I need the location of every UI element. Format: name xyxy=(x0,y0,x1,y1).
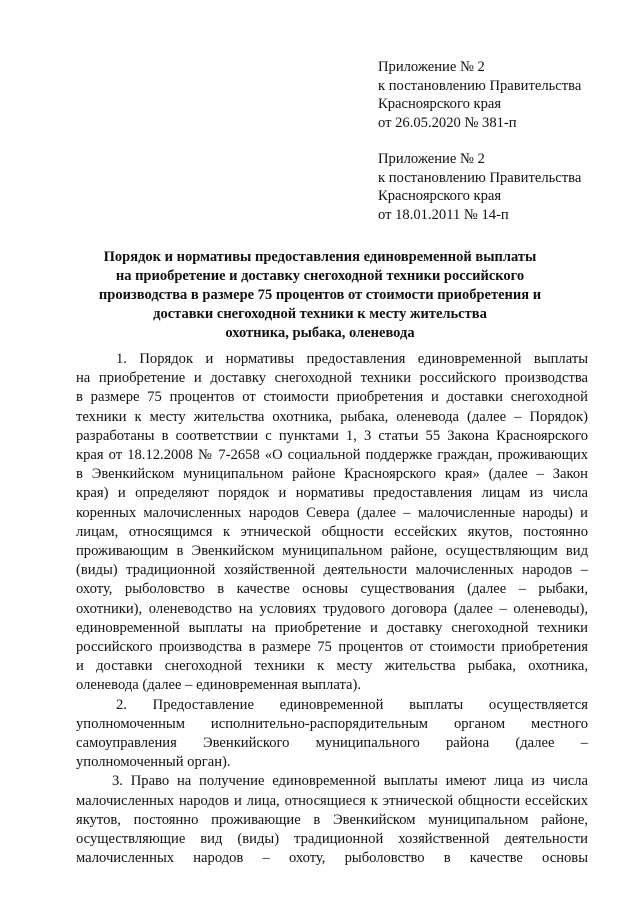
paragraph-2 xyxy=(76,696,588,773)
paragraph-line: на приобретение и доставку снегоходной техники российского производства xyxy=(76,370,588,387)
title-line: на приобретение и доставку снегоходной техники российского xyxy=(115,268,525,284)
document-body xyxy=(76,350,588,868)
paragraph-line: самоуправления Эвенкийского муниципального района (далее – xyxy=(76,735,588,752)
paragraph-line: охоту, рыболовство в качестве основы существования (далее – рыбаки, xyxy=(76,581,588,598)
paragraph-line: края) и определяют порядок и нормативы предоставления лицам из числа xyxy=(76,485,588,502)
paragraph-line: техники к месту жительства охотника, рыбака, оленевода (далее – Порядок) xyxy=(76,408,588,425)
appendix-line: от 26.05.2020 № 381-п xyxy=(378,114,517,131)
paragraph-line: российского производства в размере 75 процентов от стоимости приобретения xyxy=(76,639,588,656)
paragraph-line: охотники), оленеводство на условиях трудового договора (далее – оленеводы), xyxy=(76,600,588,617)
paragraph-line: уполномоченным исполнительно-распорядительным органом местного xyxy=(76,715,588,732)
paragraph-line: оленевода (далее – единовременная выплата). xyxy=(76,677,361,694)
paragraph-1 xyxy=(76,350,588,696)
title-line: доставки снегоходной техники к месту жительства xyxy=(153,306,487,322)
appendix-line: Приложение № 2 xyxy=(378,151,485,167)
appendix-header-original xyxy=(378,150,628,224)
paragraph-line: края от 18.12.2008 № 7-2658 «О социальной поддержке граждан, проживающих xyxy=(76,447,588,464)
title-line: Порядок и нормативы предоставления единовременной выплаты xyxy=(103,249,537,265)
paragraph-line: малочисленных народов и лица, относящиеся к этнической общности ессейских xyxy=(76,792,588,809)
document-title xyxy=(70,248,570,343)
appendix-line: Приложение № 2 xyxy=(378,59,485,75)
paragraph-line: 1. Порядок и нормативы предоставления единовременной выплаты xyxy=(116,351,588,367)
paragraph-line: якутов, постоянно проживающие в Эвенкийском муниципальном районе, xyxy=(76,811,588,828)
paragraph-line: лицам, относящимся к этнической общности ессейских якутов, постоянно xyxy=(76,523,588,540)
paragraph-line: малочисленных народов – охоту, рыболовство в качестве основы xyxy=(76,850,588,867)
paragraph-line: единовременной выплаты на приобретение и доставку снегоходной техники xyxy=(76,619,588,636)
appendix-line: к постановлению Правительства xyxy=(378,169,582,186)
appendix-line: Красноярского края xyxy=(378,188,502,204)
title-line: производства в размере 75 процентов от стоимости приобретения и xyxy=(98,287,542,303)
paragraph-line: 3. Право на получение единовременной выплаты имеют лица из числа xyxy=(112,773,588,790)
title-line: охотника, рыбака, оленевода xyxy=(225,325,415,341)
paragraph-line: уполномоченный орган). xyxy=(76,754,231,771)
paragraph-3 xyxy=(76,772,588,868)
paragraph-line: в размере 75 процентов от стоимости приобретения и доставки снегоходной xyxy=(76,389,588,406)
paragraph-line: в Эвенкийском муниципальном районе Красноярского края» (далее – Закон xyxy=(76,466,588,483)
paragraph-line: (виды) традиционной хозяйственной деятельности малочисленных народов – xyxy=(76,562,588,579)
appendix-line: от 18.01.2011 № 14-п xyxy=(378,206,509,223)
paragraph-line: разработаны в соответствии с пунктами 1, 3 статьи 55 Закона Красноярского xyxy=(76,427,588,444)
appendix-line: Красноярского края xyxy=(378,96,502,112)
paragraph-line: 2. Предоставление единовременной выплаты осуществляется xyxy=(116,696,588,713)
paragraph-line: осуществляющие вид (виды) традиционной хозяйственной деятельности xyxy=(76,831,588,848)
paragraph-line: коренных малочисленных народов Севера (далее – малочисленные народы) и xyxy=(76,504,588,521)
appendix-line: к постановлению Правительства xyxy=(378,77,582,94)
paragraph-line: проживающим в Эвенкийском муниципальном районе, осуществляющим вид xyxy=(76,543,588,560)
paragraph-line: и доставки снегоходной техники к месту жительства рыбака, охотника, xyxy=(76,658,588,675)
appendix-header-current xyxy=(378,58,628,132)
